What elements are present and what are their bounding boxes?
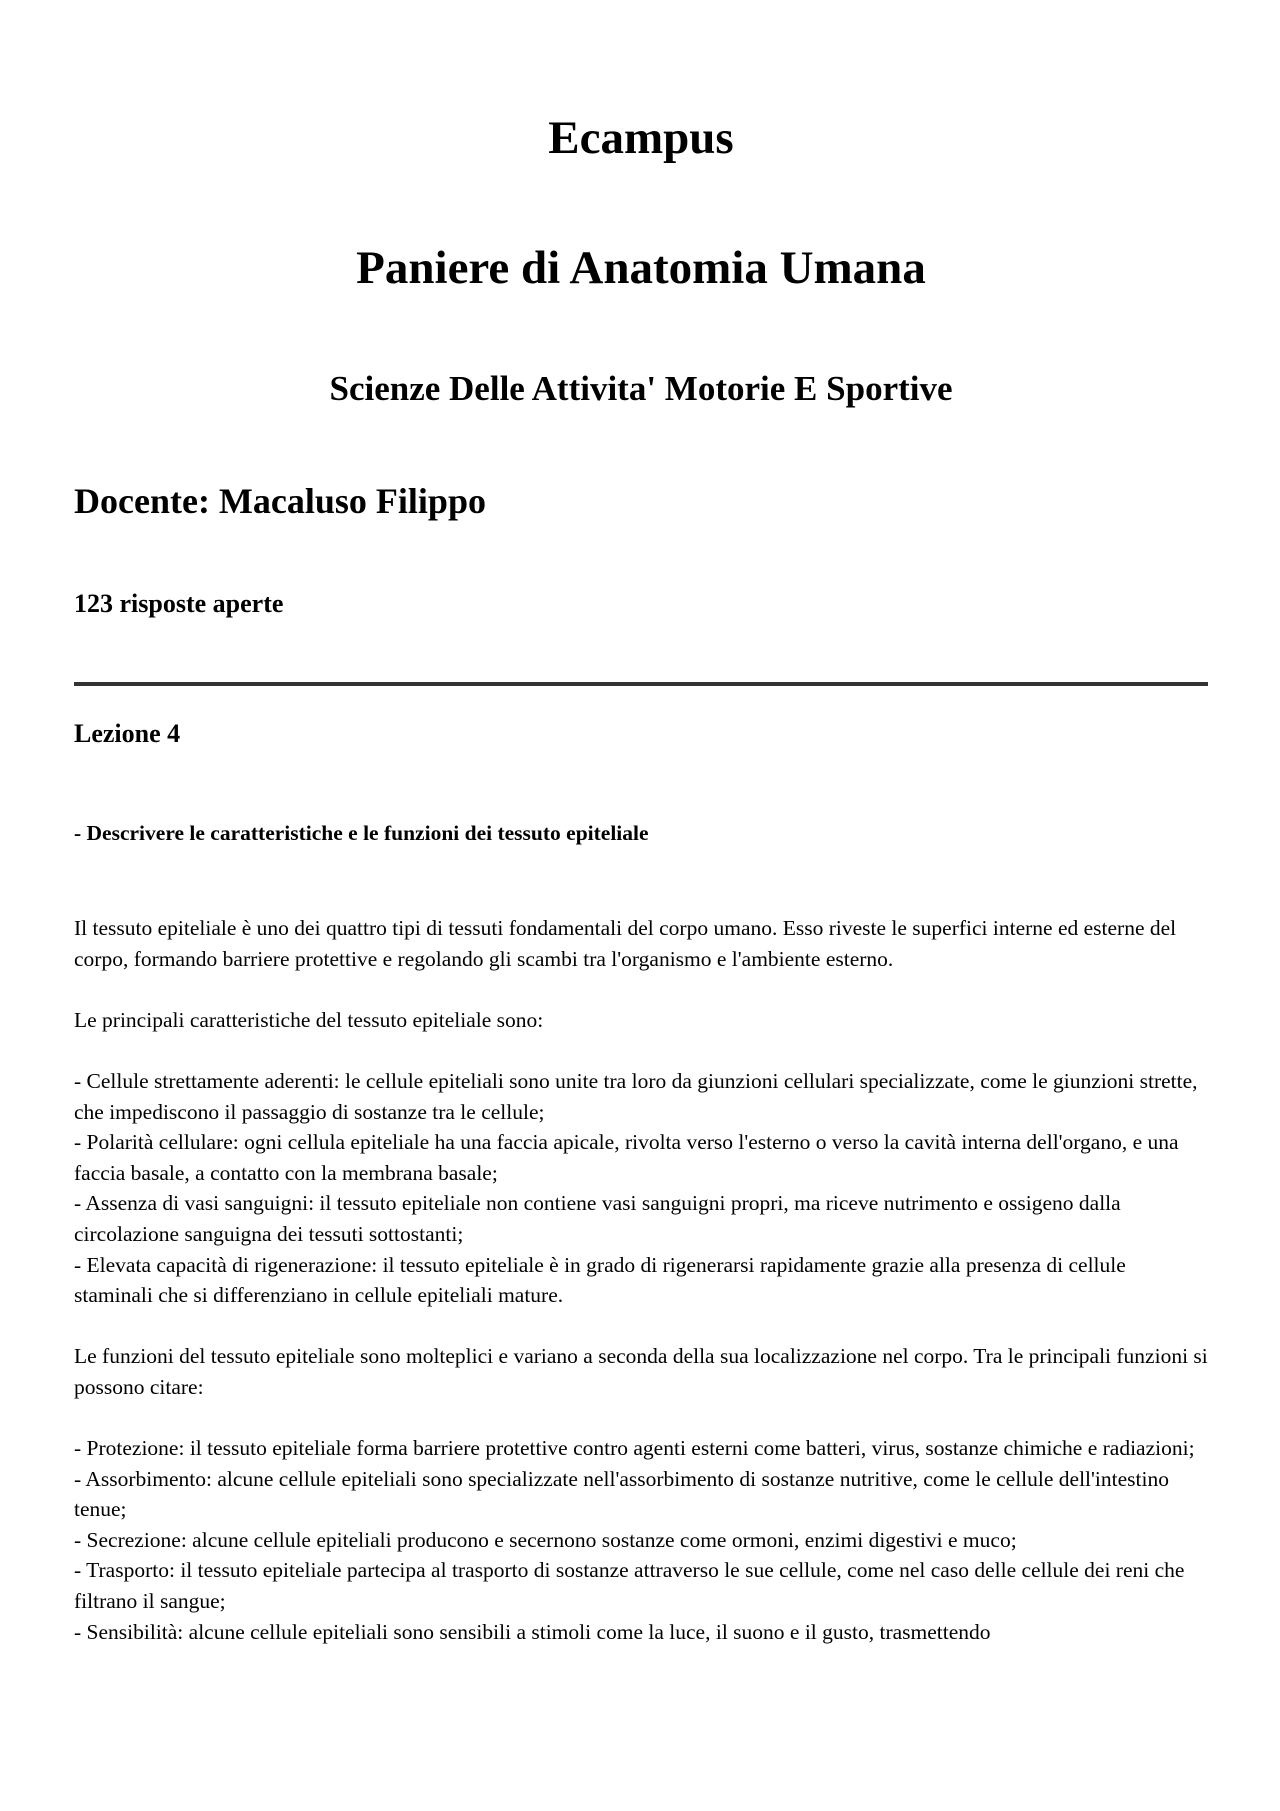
list-item: - Trasporto: il tessuto epiteliale partecipa al trasporto di sostanze attraverso le sue cellule, come nel caso delle cellule dei reni che filtrano il sangue; [74, 1558, 1185, 1614]
horizontal-divider [74, 682, 1208, 686]
answer-body [74, 913, 1208, 1647]
teacher-heading: Docente: Macaluso Filippo [74, 481, 486, 521]
list-item: - Assorbimento: alcune cellule epiteliali sono specializzate nell'assorbimento di sostanze nutritive, come le cellule dell'intestino tenue; [74, 1466, 1169, 1522]
characteristics-intro: Le principali caratteristiche del tessuto epiteliale sono: [74, 1007, 544, 1032]
intro-paragraph: Il tessuto epiteliale è uno dei quattro tipi di tessuti fondamentali del corpo umano. Esso riveste le superfici interne ed esterne del corpo, formando barriere protettive e regolando gli scambi tra l'organismo e l'ambiente esterno. [74, 916, 1177, 971]
lesson-label: Lezione 4 [74, 719, 181, 748]
list-item: - Cellule strettamente aderenti: le cellule epiteliali sono unite tra loro da giunzioni cellulari specializzate, come le giunzioni strette, che impediscono il passaggio di sostanze tra le cellule; [74, 1068, 1198, 1124]
characteristics-list [74, 1066, 1208, 1311]
list-item: - Elevata capacità di rigenerazione: il tessuto epiteliale è in grado di rigenerarsi rapidamente grazie alla presenza di cellule staminali che si differenziano in cellule epiteliali mature. [74, 1252, 1126, 1308]
question-heading: - Descrivere le caratteristiche e le funzioni dei tessuto epiteliale [74, 821, 649, 845]
functions-intro: Le funzioni del tessuto epiteliale sono molteplici e variano a seconda della sua localizzazione nel corpo. Tra le principali funzioni si possono citare: [74, 1344, 1208, 1399]
degree-title: Scienze Delle Attivita' Motorie E Sportive [329, 369, 953, 408]
list-item: - Sensibilità: alcune cellule epiteliali sono sensibili a stimoli come la luce, il suono e il gusto, trasmettendo [74, 1619, 991, 1644]
course-title: Paniere di Anatomia Umana [356, 242, 926, 294]
functions-list [74, 1433, 1208, 1647]
institution-title: Ecampus [548, 112, 734, 164]
answer-count: 123 risposte aperte [74, 589, 284, 618]
list-item: - Protezione: il tessuto epiteliale forma barriere protettive contro agenti esterni come batteri, virus, sostanze chimiche e radiazioni; [74, 1436, 1195, 1461]
list-item: - Assenza di vasi sanguigni: il tessuto epiteliale non contiene vasi sanguigni propri, ma riceve nutrimento e ossigeno dalla circolazione sanguigna dei tessuti sottostanti; [74, 1191, 1121, 1246]
list-item: - Polarità cellulare: ogni cellula epiteliale ha una faccia apicale, rivolta verso l'esterno o verso la cavità interna dell'organo, e una faccia basale, a contatto con la membrana basale; [74, 1130, 1179, 1185]
list-item: - Secrezione: alcune cellule epiteliali producono e secernono sostanze come ormoni, enzimi digestivi e muco; [74, 1527, 1017, 1552]
